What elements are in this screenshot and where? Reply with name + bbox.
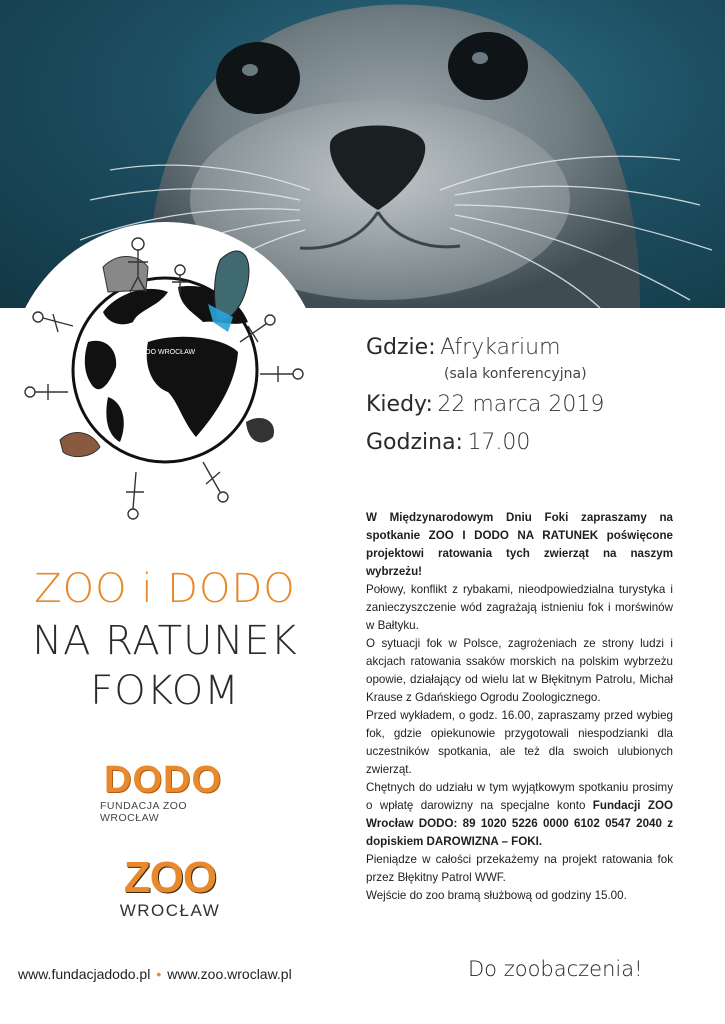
paragraph-threats: Połowy, konflikt z rybakami, nieodpowiedzialna turystyka i zanieczyszczenie wód zagrażają istnieniu fok i morświnów w Bałtyku. bbox=[366, 583, 673, 632]
walrus-icon bbox=[60, 433, 100, 457]
location-room: (sala konferencyjna) bbox=[444, 366, 587, 382]
intro-paragraph: W Międzynarodowym Dniu Foki zapraszamy na spotkanie ZOO I DODO NA RATUNEK poświęcone projektowi ratowania tych zwierząt na naszym wybrzeżu! bbox=[366, 511, 673, 578]
paragraph-donation bbox=[366, 779, 673, 851]
paragraph-feeding: Przed wykładem, o godz. 16.00, zapraszamy przed wybieg fok, gdzie opiekunowie przygotowali niespodzianki dla uczestników spotkania, ale też dla swoich ulubionych zwierząt. bbox=[366, 709, 673, 776]
zoo-logo-subtitle: WROCŁAW bbox=[119, 901, 221, 920]
donation-text: Chętnych do udziału w tym wyjątkowym spotkaniu prosimy o wpłatę darowizny na specjalne konto bbox=[366, 781, 673, 812]
paragraph-wwf: Pieniądze w całości przekażemy na projekt ratowania fok przez Błękitny Patrol WWF. bbox=[366, 853, 673, 884]
seal-figure-icon bbox=[214, 251, 249, 320]
dodo-logo-subtitle: FUNDACJA ZOO WROCŁAW bbox=[100, 800, 188, 824]
zoo-website-link[interactable]: www.zoo.wroclaw.pl bbox=[167, 966, 292, 982]
paragraph-entrance: Wejście do zoo bramą służbową od godziny 15.00. bbox=[366, 889, 627, 902]
paragraph-speaker: O sytuacji fok w Polsce, zagrożeniach ze strony ludzi i akcjach ratowania ssaków morskich na polskim wybrzeżu opowie, działający od wielu lat w Błękitnym Patrolu, Michał Krause z Gdańskiego Ogrodu Zoologicznego. bbox=[366, 637, 673, 704]
event-time bbox=[366, 430, 530, 455]
location-value: Afrykarium bbox=[440, 335, 561, 360]
dodo-foundation-logo bbox=[100, 760, 240, 824]
footer-separator: • bbox=[156, 966, 162, 982]
event-location bbox=[366, 335, 561, 360]
date-value: 22 marca 2019 bbox=[437, 392, 605, 417]
seal-right-eye bbox=[448, 32, 528, 100]
event-date bbox=[366, 392, 604, 417]
location-label: Gdzie: bbox=[366, 335, 436, 360]
gorilla-icon bbox=[246, 418, 274, 442]
zoo-wroclaw-logo bbox=[110, 855, 230, 921]
title-line-2: NA RATUNEK bbox=[32, 618, 298, 664]
title-line-3: FOKOM bbox=[90, 668, 240, 714]
title-line-1: ZOO i DODO bbox=[34, 566, 296, 612]
closing-tagline: Do zoobaczenia! bbox=[468, 957, 643, 981]
globe-with-people-and-animals-illustration bbox=[8, 222, 323, 537]
seal-left-eye bbox=[216, 42, 300, 114]
time-value: 17.00 bbox=[467, 430, 531, 455]
zoo-logo-word: ZOO bbox=[123, 853, 217, 902]
date-label: Kiedy: bbox=[366, 392, 433, 417]
footer-links bbox=[18, 966, 292, 982]
globe-badge: ZOO WROCŁAW bbox=[140, 349, 196, 356]
bank-account: Fundacji ZOO Wrocław DODO: 89 1020 5226 0000 6102 0547 2040 z dopiskiem DAROWIZNA – FOKI. bbox=[366, 799, 673, 848]
dodo-logo-word: DODO bbox=[104, 759, 222, 801]
time-label: Godzina: bbox=[366, 430, 463, 455]
event-description bbox=[366, 509, 673, 905]
dodo-website-link[interactable]: www.fundacjadodo.pl bbox=[18, 966, 151, 982]
